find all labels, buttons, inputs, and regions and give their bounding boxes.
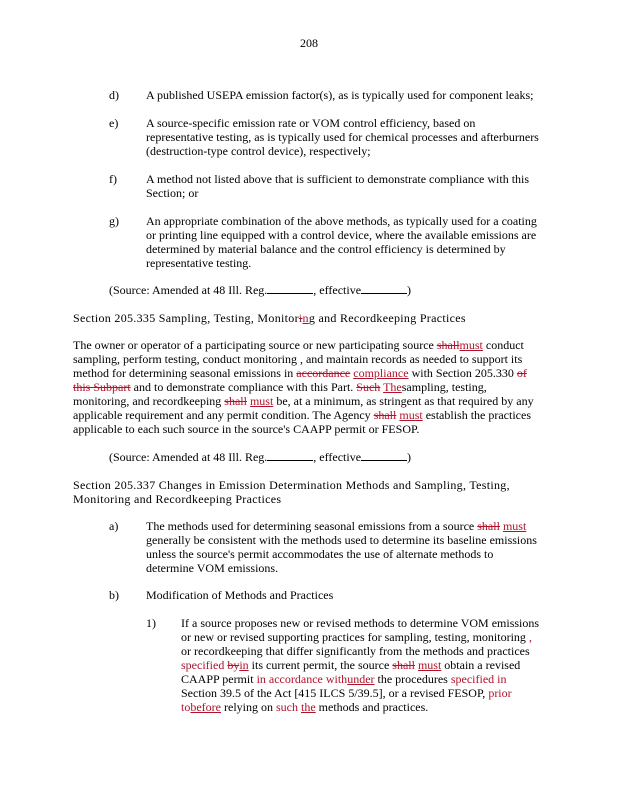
inserted-text: , — [528, 630, 532, 644]
source-mid: , effective — [313, 450, 362, 464]
inserted-text: under — [347, 672, 375, 686]
inserted-text: must — [502, 519, 527, 533]
deleted-text: shall — [373, 408, 397, 422]
deleted-text: accordance — [296, 366, 351, 380]
inserted-text: n — [302, 311, 309, 325]
inserted-text: in accordance with — [256, 672, 348, 686]
body-text: obtain a revised CAAPP permit — [181, 658, 521, 686]
deleted-text: shall — [477, 519, 500, 533]
body-text: the procedures — [377, 672, 448, 686]
inserted-text: must — [249, 394, 274, 408]
body-text: The owner or operator of a participating source or new participating source — [73, 338, 434, 352]
list-label: f) — [109, 172, 117, 186]
body-text: Section 39.5 of the Act [415 ILCS 5/39.5], or a revised FESOP, — [181, 686, 486, 700]
source-suffix: ) — [407, 450, 412, 464]
heading-text: g — [308, 311, 316, 325]
body-text: be, at a minimum, as stringent as that required by any applicable requirement and any permit condition. The Agency — [73, 394, 534, 422]
section-335-heading — [73, 311, 466, 325]
inserted-text: in — [239, 658, 249, 672]
heading-text: Section 205.337 Changes in Emission Determination Methods and Sampling, Testing, — [73, 478, 510, 492]
deleted-text: i — [298, 311, 303, 325]
subsection-b1-text — [181, 616, 541, 714]
inserted-text: compliance — [353, 366, 409, 380]
section-335-body — [73, 338, 543, 436]
subsection-a-text — [146, 519, 538, 575]
list-label: e) — [109, 116, 119, 130]
deleted-text: Such — [356, 380, 381, 394]
source-prefix: (Source: Amended at 48 Ill. Reg. — [109, 283, 268, 297]
deleted-text: to — [181, 700, 191, 714]
inserted-text: specified — [450, 672, 495, 686]
inserted-text: specified — [181, 658, 225, 672]
blank-line — [361, 450, 407, 461]
inserted-text: the — [301, 700, 316, 714]
inserted-text: must — [399, 408, 423, 422]
deleted-text: of — [516, 366, 527, 380]
deleted-text: by — [227, 658, 240, 672]
list-text: An appropriate combination of the above methods, as typically used for a coating or printing line equipped with a control device, where the available emissions are determined by material balance and the control efficiency is determined by representative testing. — [146, 214, 537, 270]
body-text: conduct sampling, perform testing, conduct monitoring , and maintain records as needed to support its method for determining seasonal emissions in — [73, 338, 524, 380]
body-text: sampling, testing, monitoring, and recordkeeping — [73, 380, 487, 408]
heading-text: and Recordkeeping Practices — [318, 311, 466, 325]
deleted-text: this Subpart — [73, 380, 131, 394]
deleted-text: such — [276, 700, 298, 714]
source-mid: , effective — [313, 283, 362, 297]
body-text: with Section 205.330 — [411, 366, 514, 380]
body-text: establish the practices applicable to each such source in the source's CAAPP permit or FESOP. — [73, 408, 531, 436]
deleted-text: prior — [488, 686, 512, 700]
blank-line — [361, 283, 407, 294]
list-label: d) — [109, 88, 119, 102]
list-text: A source-specific emission rate or VOM control efficiency, based on representative testing, as is typically used for chemical processes and afterburners (destruction-type control device), respectively; — [146, 116, 539, 158]
heading-text: Monitoring and Recordkeeping Practices — [73, 492, 282, 506]
list-text: A published USEPA emission factor(s), as is typically used for component leaks; — [146, 88, 534, 102]
list-label: 1) — [146, 616, 156, 630]
heading-text: Section 205.335 Sampling, Testing, Monitor — [73, 311, 299, 325]
blank-line — [267, 283, 313, 294]
page-number: 208 — [300, 36, 318, 50]
subsection-b-title: Modification of Methods and Practices — [146, 588, 334, 602]
section-337-heading — [73, 478, 553, 506]
list-label: g) — [109, 214, 119, 228]
inserted-text: in — [497, 672, 507, 686]
blank-line — [267, 450, 313, 461]
inserted-text: must — [459, 338, 483, 352]
body-text: relying on — [224, 700, 273, 714]
source-suffix: ) — [407, 283, 412, 297]
inserted-text: before — [190, 700, 221, 714]
deleted-text: shall — [436, 338, 460, 352]
deleted-text: shall — [224, 394, 247, 408]
body-text: methods and practices. — [318, 700, 429, 714]
body-text: or recordkeeping that differ significantly from the methods and practices — [181, 644, 530, 658]
deleted-text: shall — [392, 658, 415, 672]
inserted-text: must — [417, 658, 442, 672]
body-text: generally be consistent with the methods used to determine its baseline emissions unless the source's permit accommodates the use of alternate methods to determine VOM emissions. — [146, 533, 537, 575]
source-prefix: (Source: Amended at 48 Ill. Reg. — [109, 450, 268, 464]
body-text: its current permit, the source — [251, 658, 390, 672]
list-label: a) — [109, 519, 119, 533]
list-text: A method not listed above that is sufficient to demonstrate compliance with this Section; or — [146, 172, 530, 200]
source-note — [109, 450, 411, 464]
source-note — [109, 283, 411, 297]
body-text: The methods used for determining seasonal emissions from a source — [146, 519, 475, 533]
list-label: b) — [109, 588, 119, 602]
body-text: and to demonstrate compliance with this Part. — [133, 380, 354, 394]
body-text: If a source proposes new or revised methods to determine VOM emissions or new or revised supporting practices for sampling, testing, monitoring — [181, 616, 540, 644]
inserted-text: The — [383, 380, 402, 394]
